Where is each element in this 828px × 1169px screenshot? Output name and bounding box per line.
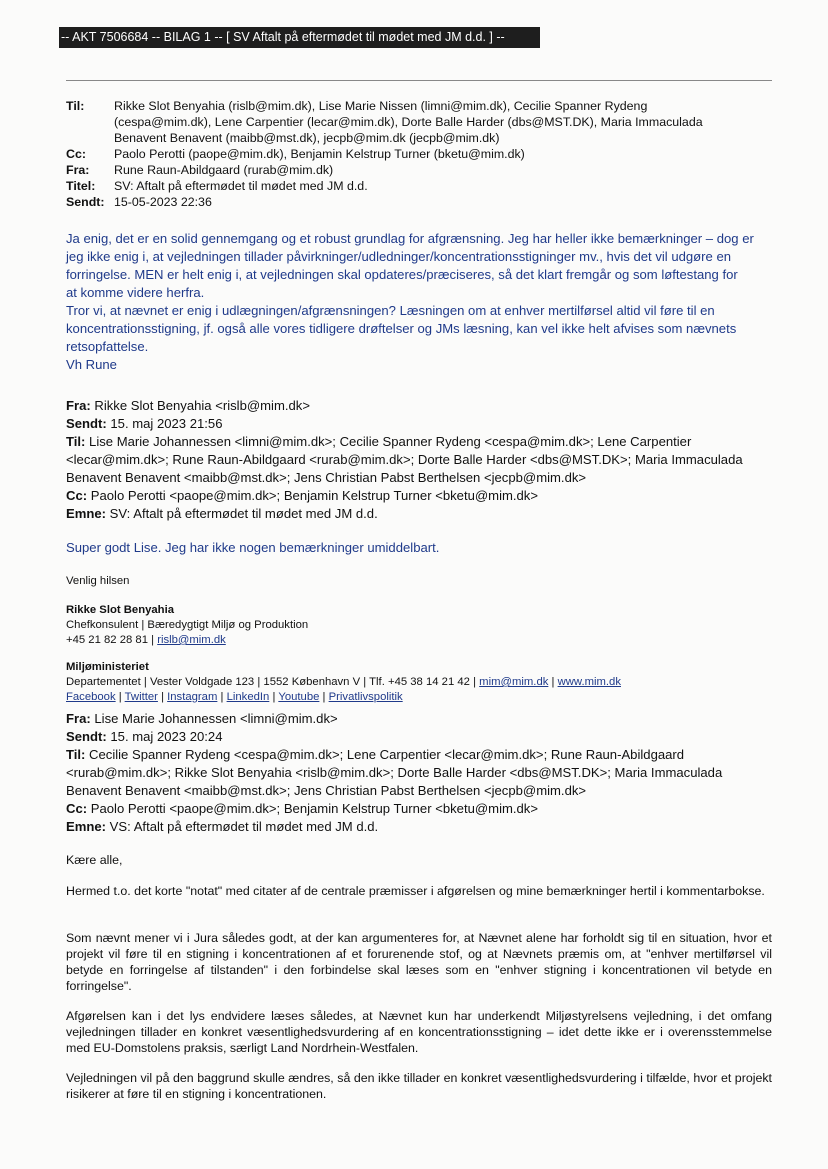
fwd2-sent-value: 15. maj 2023 20:24 xyxy=(110,729,223,744)
reply-line: Tror vi, at nævnet er enig i udlægningen/afgrænsningen? Læsningen om at enhver mertilførsel altid vil føre til en xyxy=(66,303,715,318)
reply-line: Vh Rune xyxy=(66,357,117,372)
header-title-row xyxy=(66,178,786,194)
header-title-value: SV: Aftalt på eftermødet til mødet med JM d.d. xyxy=(114,179,368,193)
fwd2-cc-row xyxy=(66,800,776,818)
link-separator: | xyxy=(322,691,329,703)
fwd1-cc-row xyxy=(66,487,776,505)
link-separator: | xyxy=(118,691,125,703)
header-to-line: (cespa@mim.dk), Lene Carpentier (lecar@mim.dk), Dorte Balle Harder (dbs@MST.DK), Maria Immaculada xyxy=(114,115,703,129)
fwd2-to-label: Til: xyxy=(66,747,86,762)
fwd1-from-value: Rikke Slot Benyahia <rislb@mim.dk> xyxy=(94,398,310,413)
fwd2-from-value: Lise Marie Johannessen <limni@mim.dk> xyxy=(94,711,338,726)
reply-line: koncentrationsstigning, jf. også alle vores tidligere drøftelser og JMs læsning, kan vel ikke helt afvises som nævnets xyxy=(66,321,737,336)
signature-block xyxy=(66,603,776,648)
fwd2-from-row xyxy=(66,710,776,728)
fwd2-to-line: <rurab@mim.dk>; Rikke Slot Benyahia <rislb@mim.dk>; Dorte Balle Harder <dbs@MST.DK>; Maria Immaculada xyxy=(66,765,723,780)
header-to-row xyxy=(66,98,786,146)
forward-header-1 xyxy=(66,397,776,523)
fwd1-cc-label: Cc: xyxy=(66,488,88,503)
header-divider xyxy=(66,80,772,81)
twitter-link[interactable]: Twitter xyxy=(124,691,158,703)
fwd2-sent-row xyxy=(66,728,776,746)
fwd1-to-label: Til: xyxy=(66,434,86,449)
reply-line: retsopfattelse. xyxy=(66,339,149,354)
fwd1-sent-label: Sendt: xyxy=(66,416,107,431)
email-header xyxy=(66,98,786,210)
link-separator: | xyxy=(272,691,279,703)
fwd1-subject-label: Emne: xyxy=(66,506,107,521)
fwd2-to-row xyxy=(66,746,776,764)
fwd1-subject-row xyxy=(66,505,776,523)
forward-header-2 xyxy=(66,710,776,836)
header-title-label: Titel: xyxy=(66,179,96,193)
fwd2-from-label: Fra: xyxy=(66,711,91,726)
rune-reply xyxy=(66,230,776,374)
linkedin-link[interactable]: LinkedIn xyxy=(226,691,270,703)
fwd1-sent-value: 15. maj 2023 21:56 xyxy=(110,416,223,431)
fwd1-to-line: <lecar@mim.dk>; Rune Raun-Abildgaard <rurab@mim.dk>; Dorte Balle Harder <dbs@MST.DK>; Maria Immaculada xyxy=(66,452,743,467)
fwd1-to-row xyxy=(66,433,776,451)
youtube-link[interactable]: Youtube xyxy=(278,691,320,703)
mail-paragraph: Vejledningen vil på den baggrund skulle ændres, så den ikke tillader en konkret væsentlighedsvurdering i tilfælde, hvor et projekt risikerer at føre til en stigning i koncentrationen. xyxy=(66,1071,772,1101)
header-sent-label: Sendt: xyxy=(66,195,105,209)
signature-name: Rikke Slot Benyahia xyxy=(66,604,174,616)
reply-line: jeg ikke enig i, at vejledningen tillader påvirkninger/udledninger/koncentrationsstigninger mv., hvis det vil udgøre en xyxy=(66,249,732,264)
org-block xyxy=(66,660,776,705)
header-cc-row xyxy=(66,146,786,162)
mail-paragraph: Afgørelsen kan i det lys endvidere læses således, at Nævnet kun har underkendt Miljøstyrelsens vejledning, i det omfang vejledningen tillader en konkret væsentlighedsvurdering af en koncentrationsstigning – idet dette ikke er i overensstemmelse med EU-Domstolens praksis, særligt Land Nordrhein-Westfalen. xyxy=(66,1009,772,1055)
fwd2-cc-label: Cc: xyxy=(66,801,88,816)
header-from-label: Fra: xyxy=(66,163,90,177)
signature-role: Chefkonsulent | Bæredygtigt Miljø og Produktion xyxy=(66,619,309,631)
header-sent-value: 15-05-2023 22:36 xyxy=(114,195,212,209)
fwd2-to-line: Benavent Benavent <maibb@mst.dk>; Jens Christian Pabst Berthelsen <jecpb@mim.dk> xyxy=(66,783,587,798)
fwd2-subject-label: Emne: xyxy=(66,819,107,834)
signature-greeting: Venlig hilsen xyxy=(66,575,130,587)
facebook-link[interactable]: Facebook xyxy=(66,691,116,703)
header-from-value: Rune Raun-Abildgaard (rurab@mim.dk) xyxy=(114,163,334,177)
reply-line: forringelse. MEN er helt enig i, at vejledningen skal opdateres/præciseres, så det klart fremgår og som løftestang for xyxy=(66,267,738,282)
document-banner: -- AKT 7506684 -- BILAG 1 -- [ SV Aftalt på eftermødet til mødet med JM d.d. ] -- xyxy=(59,27,540,48)
fwd1-from-label: Fra: xyxy=(66,398,91,413)
fwd1-sent-row xyxy=(66,415,776,433)
org-web-link[interactable]: www.mim.dk xyxy=(557,676,621,688)
privacy-link[interactable]: Privatlivspolitik xyxy=(328,691,403,703)
header-cc-label: Cc: xyxy=(66,147,86,161)
header-sent-row xyxy=(66,194,786,210)
fwd1-subject-value: SV: Aftalt på eftermødet til mødet med JM d.d. xyxy=(109,506,378,521)
mail-greeting: Kære alle, xyxy=(66,853,123,867)
fwd1-from-row xyxy=(66,397,776,415)
header-to-value xyxy=(114,98,786,146)
header-to-label: Til: xyxy=(66,99,85,113)
link-separator: | xyxy=(161,691,168,703)
fwd1-cc-value: Paolo Perotti <paope@mim.dk>; Benjamin Kelstrup Turner <bketu@mim.dk> xyxy=(90,488,539,503)
social-links xyxy=(66,690,776,705)
signature-email-link[interactable]: rislb@mim.dk xyxy=(157,634,226,646)
fwd2-sent-label: Sendt: xyxy=(66,729,107,744)
instagram-link[interactable]: Instagram xyxy=(167,691,218,703)
header-to-line: Rikke Slot Benyahia (rislb@mim.dk), Lise Marie Nissen (limni@mim.dk), Cecilie Spanner Rydeng xyxy=(114,99,648,113)
reply-line: Ja enig, det er en solid gennemgang og et robust grundlag for afgrænsning. Jeg har heller ikke bemærkninger – dog er xyxy=(66,231,754,246)
fwd1-to-line: Lise Marie Johannessen <limni@mim.dk>; Cecilie Spanner Rydeng <cespa@mim.dk>; Lene Carpentier xyxy=(89,434,692,449)
fwd2-subject-value: VS: Aftalt på eftermødet til mødet med JM d.d. xyxy=(109,819,379,834)
org-address-row xyxy=(66,675,776,690)
header-to-line: Benavent Benavent (maibb@mst.dk), jecpb@mim.dk (jecpb@mim.dk) xyxy=(114,131,500,145)
fwd1-to-line: Benavent Benavent <maibb@mst.dk>; Jens Christian Pabst Berthelsen <jecpb@mim.dk> xyxy=(66,470,587,485)
reply-line: at komme videre herfra. xyxy=(66,285,205,300)
mail-paragraph: Som nævnt mener vi i Jura således godt, at der kan argumenteres for, at Nævnet alene har forholdt sig til en situation, hvor et projekt vil føre til en stigning i koncentrationen af et forurenende stof, og at Nævnets præmis om, at "enhver mertilførsel vil betyde en forringelse af tilstanden" i den forbindelse skal læses som en "enhver stigning i koncentrationen vil betyde en forringelse". xyxy=(66,931,772,993)
org-name: Miljøministeriet xyxy=(66,661,149,673)
signature-contact xyxy=(66,633,776,648)
header-cc-value: Paolo Perotti (paope@mim.dk), Benjamin Kelstrup Turner (bketu@mim.dk) xyxy=(114,147,525,161)
org-email-link[interactable]: mim@mim.dk xyxy=(479,676,549,688)
signature-phone: +45 21 82 28 81 | xyxy=(66,634,158,646)
mail-paragraph: Hermed t.o. det korte "notat" med citater af de centrale præmisser i afgørelsen og mine bemærkninger hertil i kommentarbokse. xyxy=(66,884,765,898)
fwd2-subject-row xyxy=(66,818,776,836)
link-separator: | xyxy=(220,691,227,703)
rikke-reply: Super godt Lise. Jeg har ikke nogen bemærkninger umiddelbart. xyxy=(66,540,440,555)
header-from-row xyxy=(66,162,786,178)
fwd2-cc-value: Paolo Perotti <paope@mim.dk>; Benjamin Kelstrup Turner <bketu@mim.dk> xyxy=(90,801,539,816)
org-separator: | xyxy=(548,676,558,688)
fwd2-to-line: Cecilie Spanner Rydeng <cespa@mim.dk>; Lene Carpentier <lecar@mim.dk>; Rune Raun-Abildgaard xyxy=(89,747,685,762)
org-address: Departementet | Vester Voldgade 123 | 1552 København V | Tlf. +45 38 14 21 42 | xyxy=(66,676,480,688)
